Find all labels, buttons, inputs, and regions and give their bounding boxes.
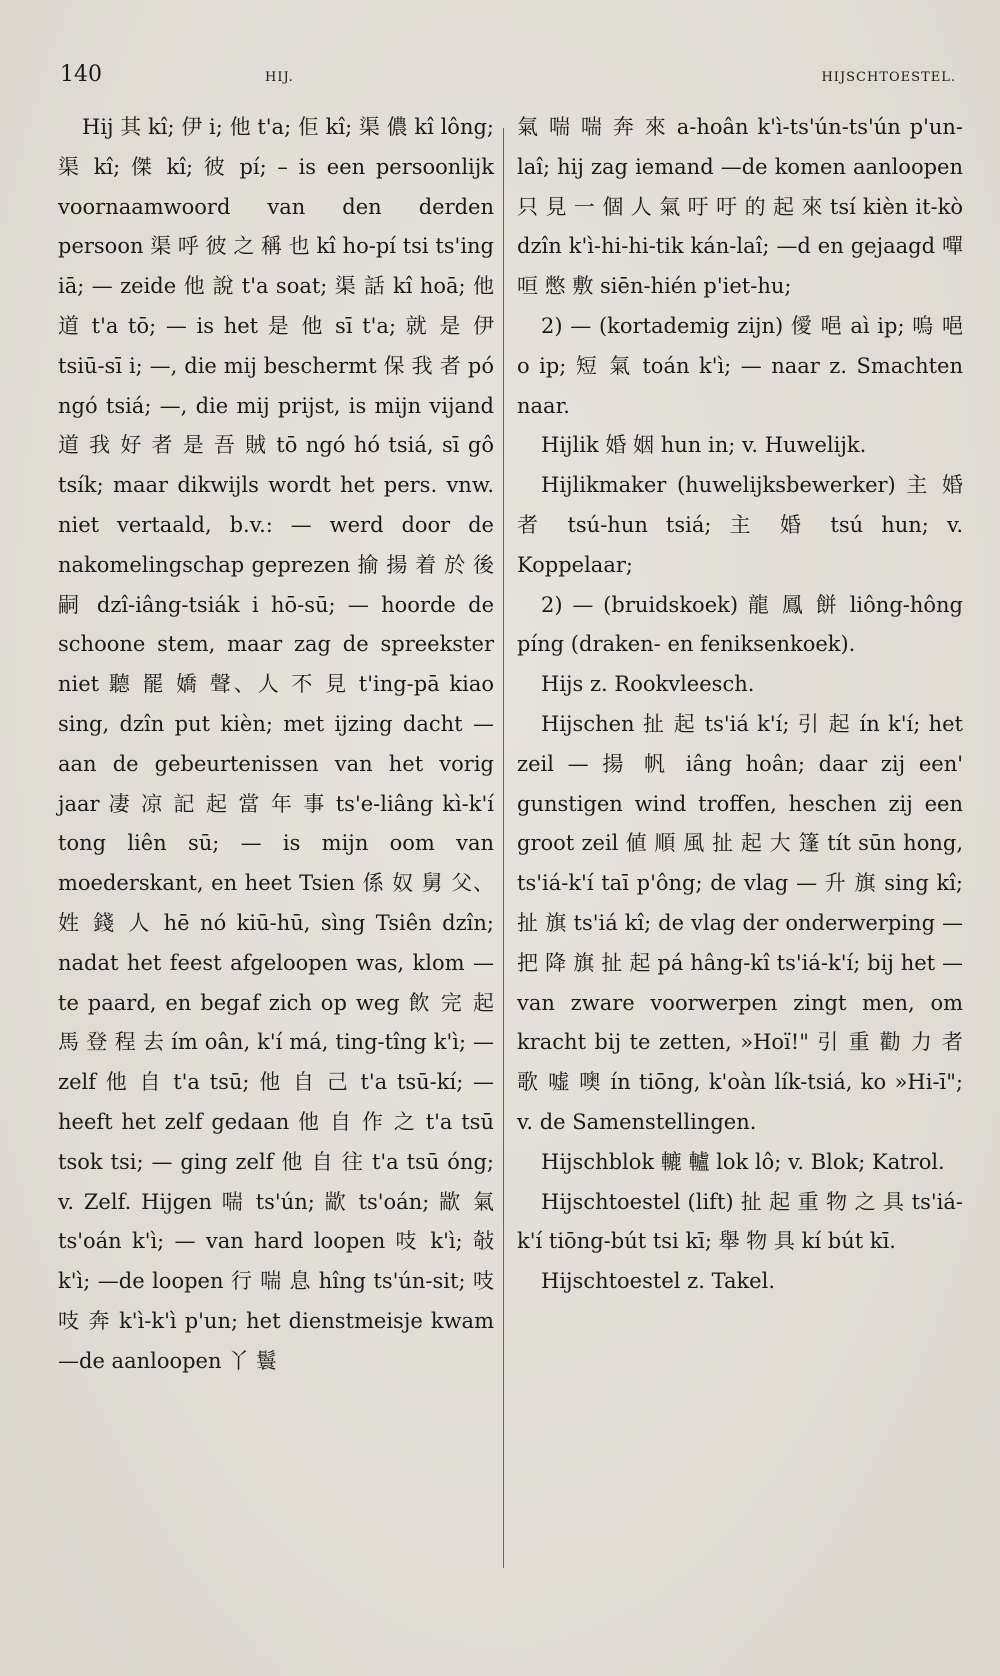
entry-hijschtoestel-lift: Hijschtoestel (lift) 扯 起 重 物 之 具 ts'iá-k'í tiōng-bút tsi kī; 舉 物 具 kí bút kī. — [517, 1189, 963, 1254]
column-divider — [503, 128, 504, 1568]
entry-hijschen: Hijschen 扯 起 ts'iá k'í; 引 起 ín k'í; het zeil — 揚 帆 iâng hoân; daar zij een' gunstigen wind troffen, heschen zij een groot zeil 値 順 風 扯 起 大 篷 tít sūn hong, ts'iá-k'í taī p'ông; de vlag — 升 旗 sing kî; 扯 旗 ts'iá kî; de vlag der onderwerping — 把 降 旗 扯 起 pá hâng-kî ts'iá-k'í; bij het — van zware voorwerpen zingt men, om kracht bij te zetten, »Hoï!" 引 重 勸 力 者 歌 嘘 噢 ín tiōng, k'oàn lík-tsiá, ko »Hi-ī"; v. de Samenstellingen. — [517, 711, 963, 1134]
left-running-head: HIJ. — [265, 70, 294, 85]
page-number: 140 — [60, 62, 102, 87]
entry-hij: Hij 其 kî; 伊 i; 他 t'a; 佢 kî; 渠 儂 kî lông; 渠 kî; 傑 kî; 彼 pí; – is een persoonlijk voornaamwoord van den derden persoon 渠 呼 彼 之 稱 也 kî ho-pí tsi ts'ing iā; — zeide 他 說 t'a soat; 渠 話 kî hoā; 他 道 t'a tō; — is het 是 他 sī t'a; 就 是 伊 tsiū-sī i; —, die mij beschermt 保 我 者 pó ngó tsiá; —, die mij prijst, is mijn vijand 道 我 好 者 是 吾 賊 tō ngó hó tsiá, sī gô tsík; maar dikwijls wordt het pers. vnw. niet vertaald, b.v.: — werd door de nakomelingschap geprezen 揄 揚 着 於 後 嗣 dzî-iâng-tsiák i hō-sū; — hoorde de schoone stem, maar zag de spreekster niet 聽 罷 嬌 聲、人 不 見 t'ing-pā kiao sing, dzîn put kièn; met ijzing dacht — aan de gebeurtenissen van het vorig jaar 凄 凉 記 起 當 年 事 ts'e-liâng kì-k'í tong liên sū; — is mijn oom van moederskant, en heet Tsien 係 奴 舅 父、姓 錢 人 hē nó kiū-hū, sìng Tsiên dzîn; nadat het feest afgeloopen was, klom — te paard, en begaf zich op weg 飲 完 起 馬 登 程 去 ím oân, k'í má, ting-tîng k'ì; — zelf 他 自 t'a tsū; 他 自 己 t'a tsū-kí; — heeft het zelf gedaan 他 自 作 之 t'a tsū tsok tsi; — ging zelf 他 自 往 t'a tsū óng; v. Zelf. Hijgen 喘 ts'ún; 歂 ts'oán; 歂 氣 ts'oán k'ì; — van hard loopen 吱 k'ì; 敧 k'ì; —de loopen 行 喘 息 hîng ts'ún-sit; 吱 吱 奔 k'ì-k'ì p'un; het dienstmeisje kwam —de aanloopen 丫 鬟 — [58, 115, 494, 1373]
entry-hijgen-sense-2: 2) — (kortademig zijn) 僾 唈 aì ip; 嗚 唈 o ip; 短 氣 toán k'ì; — naar z. Smachten naar. — [517, 313, 963, 418]
right-running-head: HIJSCHTOESTEL. — [821, 70, 956, 85]
entry-hijlik: Hijlik 婚 姻 hun in; v. Huwelijk. — [541, 433, 867, 458]
left-column — [58, 108, 494, 1382]
entry-hijlikmaker: Hijlikmaker (huwelijksbewerker) 主 婚 者 tsú-hun tsiá; 主 婚 tsú hun; v. Koppelaar; — [517, 473, 963, 577]
entry-hijs: Hijs z. Rookvleesch. — [541, 672, 755, 697]
entry-hijlikmaker-sense-2: 2) — (bruidskoek) 龍 鳳 餅 liông-hông píng (draken- en feniksenkoek). — [517, 592, 963, 657]
entry-hijschblok: Hijschblok 轆 轤 lok lô; v. Blok; Katrol. — [541, 1149, 945, 1174]
entry-hijschtoestel: Hijschtoestel z. Takel. — [541, 1269, 776, 1294]
page-header — [60, 62, 960, 102]
entry-hijgen-continued: 氣 喘 喘 奔 來 a-hoân k'ì-ts'ún-ts'ún p'un-laî; hij zag iemand —de komen aanloopen 只 見 一 個 人 氣 吁 吁 的 起 來 tsí kièn it-kò dzîn k'ì-hi-hi-tik kán-laî; —d en gejaagd 嘽 咺 憋 敷 siēn-hién p'iet-hu; — [517, 115, 963, 299]
right-column — [517, 108, 963, 1302]
